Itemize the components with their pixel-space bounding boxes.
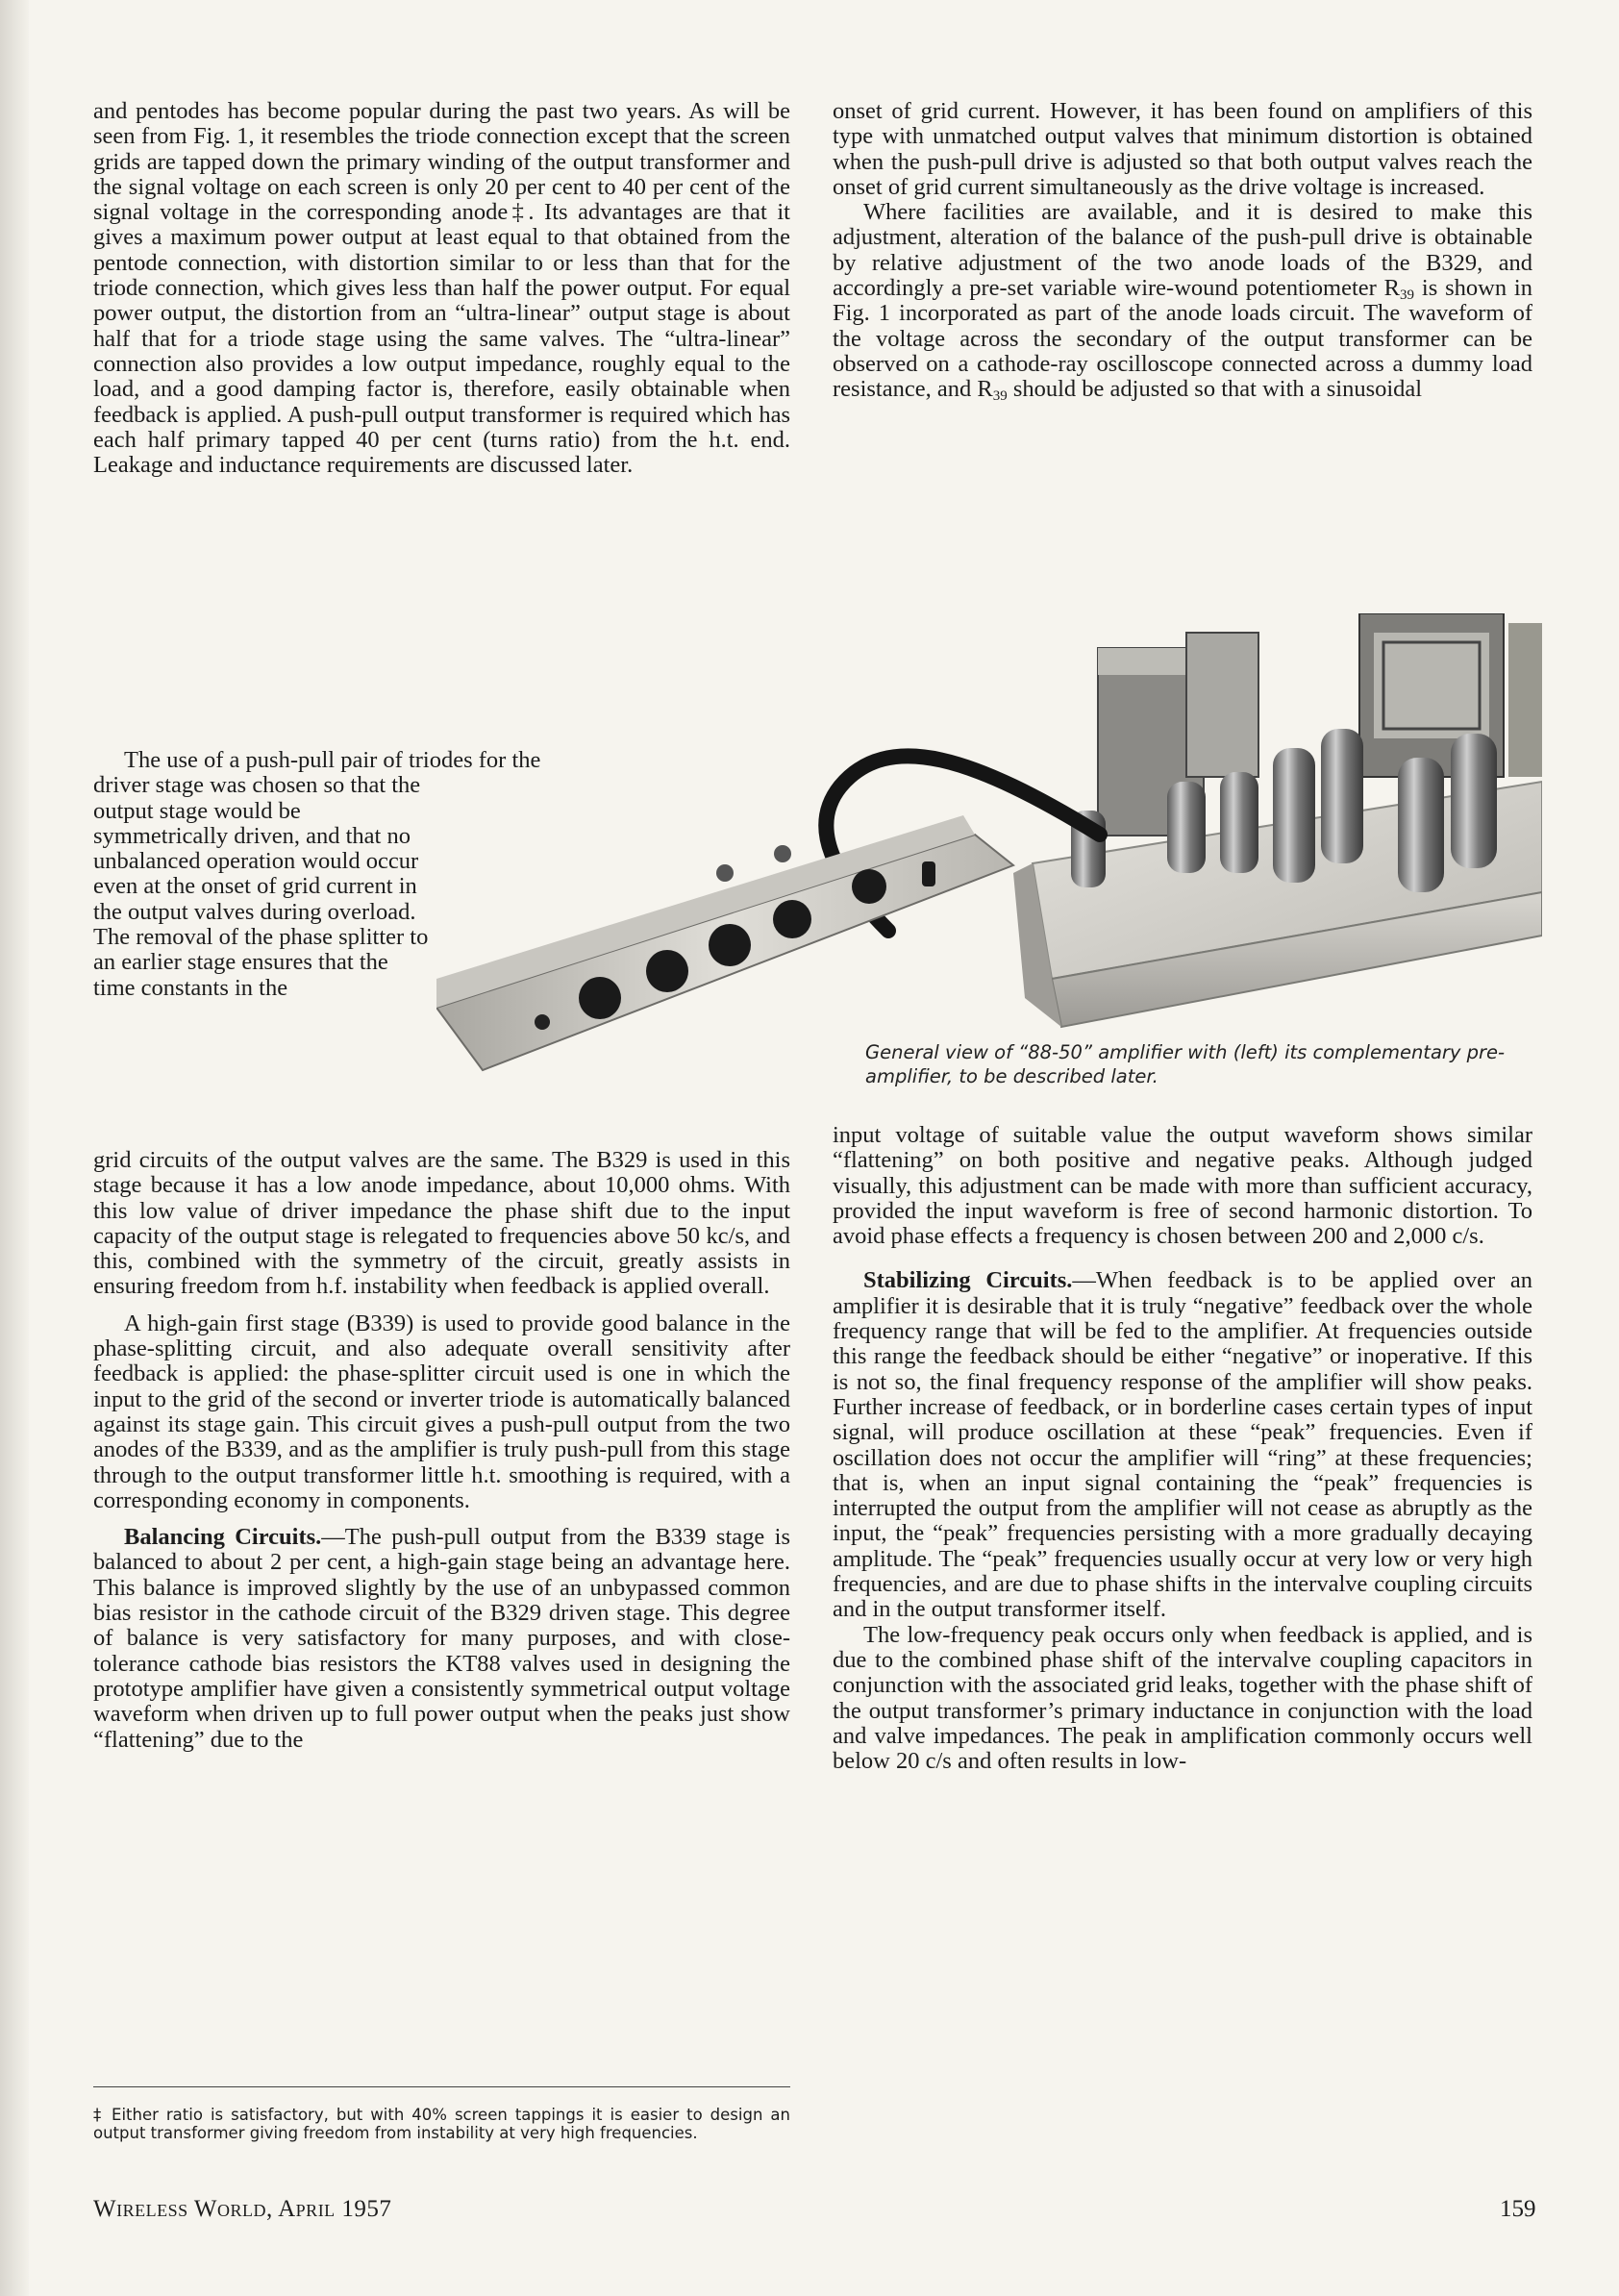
footnote: ‡ Either ratio is satisfactory, but with 40% screen tappings it is easier to design an output transformer giving freedom from instability at very high frequencies. bbox=[93, 2106, 790, 2142]
left-column-bottom bbox=[93, 1148, 790, 1753]
stabilizing-heading: Stabilizing Circuits. bbox=[863, 1267, 1073, 1294]
amplifier-photograph bbox=[436, 613, 1542, 1104]
ultra-linear-paragraph: and pentodes has become popular during the past two years. As will be seen from Fig. 1, it resembles the triode connection except that the screen grids are tapped down the primary winding of the output transformer and the signal voltage on each screen is only 20 per cent to 40 per cent of the signal voltage in the corresponding anode‡. Its advantages are that it gives a maximum power output at least equal to that obtained from the pentode connection, with distortion similar to or less than that for the triode connection, which gives less than half the power output. For equal power output, the distortion from an “ultra-linear” output stage is about half that for a triode stage using the same valves. The “ultra-linear” connection also provides a low output impedance, roughly equal to the load, and a good damping factor is, therefore, easily obtainable when feedback is applied. A push-pull output transformer is required which has each half primary tapped 40 per cent (turns ratio) from the h.t. end. Leakage and inductance requirements are discussed later. bbox=[93, 98, 790, 479]
right-column-top bbox=[833, 99, 1532, 403]
page-number: 159 bbox=[1500, 2196, 1536, 2222]
waveform-paragraph: input voltage of suitable value the output waveform shows similar “flattening” on both positive and negative peaks. Although judged visually, this adjustment can be made with more than sufficient accuracy, provided the input waveform is free of second harmonic distortion. To avoid phase effects a frequency is chosen between 200 and 2,000 c/s. bbox=[833, 1122, 1532, 1250]
grid-current-paragraph: onset of grid current. However, it has been found on amplifiers of this type with unmatched output valves that minimum distortion is obtained when the push-pull drive is adjusted so that both output valves reach the onset of grid current simultaneously as the drive voltage is increased. bbox=[833, 98, 1532, 200]
balancing-body: —The push-pull output from the B339 stage is balanced to about 2 per cent, a high-gain stage being an advantage here. This balance is improved slightly by the use of an unbypassed common bias resistor in the cathode circuit of the B329 driven stage. This degree of balance is very satisfactory for many purposes, and with close-tolerance cathode bias resistors the KT88 valves used in designing the prototype amplifier have given a consistently symmetrical output voltage waveform when driven up to full power output when the peaks just show “flattening” due to the bbox=[93, 1524, 790, 1753]
page-binding-edge bbox=[0, 0, 29, 2296]
stabilizing-paragraph bbox=[833, 1268, 1532, 1622]
balancing-paragraph bbox=[93, 1525, 790, 1753]
adjustment-paragraph bbox=[833, 199, 1532, 405]
subscript-39-b: 39 bbox=[992, 388, 1008, 405]
footnote-divider bbox=[93, 2086, 790, 2087]
subscript-39-a: 39 bbox=[1400, 287, 1415, 304]
adjustment-text-3: should be adjusted so that with a sinusoidal bbox=[1007, 376, 1423, 403]
low-frequency-paragraph: The low-frequency peak occurs only when feedback is applied, and is due to the combined phase shift of the intervalve coupling capacitors in conjunction with the associated grid leaks, together with the phase shift of the output transformer’s primary inductance in conjunction with the load and valve impedances. The peak in amplification commonly occurs well below 20 c/s and often results in low- bbox=[833, 1621, 1532, 1775]
balancing-heading: Balancing Circuits. bbox=[124, 1524, 322, 1551]
driver-wrapped-text: driver stage was chosen so that the output stage would be symmetrically driven, and that no unbalanced operation would occur even at the onset of grid current in the output valves during overload. The removal of the phase splitter to an earlier stage ensures that the time constants in the bbox=[93, 772, 429, 1001]
right-column-bottom bbox=[833, 1123, 1532, 1774]
photo-caption: General view of “88-50” amplifier with (left) its complementary pre-amplifier, to be described later. bbox=[865, 1041, 1506, 1087]
pre-amplifier bbox=[436, 815, 1013, 1070]
adjustment-text-1: Where facilities are available, and it is desired to make this adjustment, alteration of the balance of the push-pull drive is obtainable by relative adjustment of the two anode loads of the B329, and accordingly a pre-set variable wire-wound potentiometer R bbox=[833, 199, 1532, 302]
stabilizing-body: —When feedback is to be applied over an amplifier it is desirable that it is truly “negative” feedback over the whole frequency range that will be fed to the amplifier. At frequencies outside this range the feedback should be either “negative” or inoperative. If this is not so, the final frequency response of the amplifier will show peaks. Further increase of feedback, or in borderline cases certain types of input signal, will produce oscillation at these “peak” frequencies. Even if oscillation does not occur the amplifier will “ring” at these frequencies; that is, when an input signal containing the “peak” frequencies is interrupted the output from the amplifier will not cease as abruptly as the input, the “peak” frequencies persisting with a more gradually decaying amplitude. The “peak” frequencies usually occur at very low or very high frequencies, and are due to phase shifts in the intervalve coupling circuits and in the output transformer itself. bbox=[833, 1267, 1532, 1623]
publication-footer: Wireless World, April 1957 bbox=[93, 2196, 392, 2222]
driver-lead-line: The use of a push-pull pair of triodes for the bbox=[124, 747, 541, 773]
first-stage-paragraph: A high-gain first stage (B339) is used to provide good balance in the phase-splitting circuit, and also adequate overall sensitivity after feedback is applied: the phase-splitter circuit used is one in which the input to the grid of the second or inverter triode is automatically balanced against its stage gain. This circuit gives a push-pull output from the two anodes of the B339, and as the amplifier is truly push-pull from this stage through to the output transformer little h.t. smoothing is required, with a corresponding economy in components. bbox=[93, 1310, 790, 1513]
driver-rest-paragraph: grid circuits of the output valves are the same. The B329 is used in this stage because it has a low anode impedance, about 10,000 ohms. With this low value of driver impedance the phase shift due to the input capacity of the output stage is relegated to frequencies above 50 kc/s, and this, combined with the symmetry of the circuit, greatly assists in ensuring freedom from h.f. instability when feedback is applied overall. bbox=[93, 1147, 790, 1300]
adjustment-text-2: is shown in Fig. 1 incorporated as part of the anode loads circuit. The waveform of the voltage across the secondary of the output transformer can be observed on a cathode-ray oscilloscope connected across a dummy load resistance, and R bbox=[833, 275, 1532, 403]
left-column-top bbox=[93, 99, 790, 478]
